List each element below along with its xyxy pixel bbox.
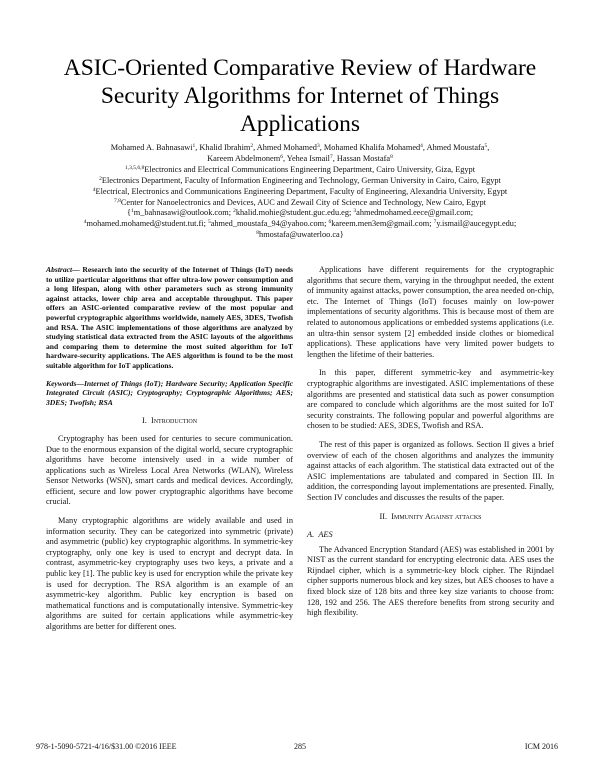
subsection-title: AES	[318, 530, 333, 540]
affiliation-sup: 1,3,5,6,8	[124, 164, 145, 171]
email-address[interactable]: ahmed_moustafa_94@yahoo.com;	[210, 219, 327, 229]
email-sup: 8	[256, 230, 260, 237]
author-sup: 6	[280, 153, 283, 160]
email-sup: 7	[433, 219, 437, 226]
email-address[interactable]: mohamed.mohamed@student.tut.fi;	[86, 219, 206, 229]
email-line	[24, 230, 576, 241]
author-block	[24, 143, 576, 241]
section-title: Introduction	[150, 416, 198, 426]
author-sup: 1	[192, 143, 196, 149]
paragraph: Applications have different requirements for the cryptographic algorithms that secure them, varying in the throughput needed, the extent of immunity against attacks, power consumption, the area needed on-chip, etc. The Internet of Things (IoT) focuses mainly on low-power implementations of security algorithms. This is because most of them are related to autonomous applications or embedded systems applications (i.e. an ultra-thin sensor system [2] embedded inside clothes or biomedical applications). These applications have very limited power budgets to lengthen the lifetime of their batteries.	[307, 265, 554, 359]
affiliation	[24, 165, 576, 176]
page-number: 285	[294, 742, 306, 751]
author-line: Kareem Abdelmonem$^6$, Yehea Ismail$^7$, Hassan Mostafa$^8$	[207, 153, 393, 163]
paragraph: The rest of this paper is organized as follows. Section II gives a brief overview of each of the chosen algorithms and analyzes the immunity against attacks of each algorithm. The statistical data extracted out of the ASIC implementations are tabulated and compared in Section III. In addition, the corresponding layout implementations are presented. Finally, Section IV concludes and discusses the results of the paper.	[307, 439, 554, 502]
email-line	[24, 208, 576, 219]
author-name: Khalid Ibrahim	[199, 143, 251, 152]
section-heading	[307, 512, 554, 523]
email-sup: 4	[83, 219, 87, 226]
affiliation-text: Center for Nanoelectronics and Devices, AUC and Zewail City of Science and Technology, New Cairo, Egypt	[120, 197, 486, 207]
author-name: Ahmed Mohamed	[256, 143, 317, 152]
keywords: Keywords—Internet of Things (IoT); Hardware Security; Application Specific Integrated Circuit (ASIC); Cryptography; Cryptographic Algorithms; AES; 3DES; Twofish; RSA	[46, 378, 293, 407]
email-brace: }	[339, 230, 344, 240]
author-name: Mohamed A. Bahnasawi	[110, 143, 193, 152]
affiliation	[24, 187, 576, 198]
title-line: Security Algorithms for Internet of Things	[100, 83, 500, 109]
author-name: Yehea Ismail	[286, 153, 330, 163]
section-numeral: II.	[379, 512, 388, 522]
email-address[interactable]: ahmedmohamed.eece@gmail.com;	[356, 208, 473, 218]
affiliation-text: Electronics and Electrical Communications Engineering Department, Cairo University, Giza, Egypt	[144, 164, 476, 174]
affiliation-text: Electrical, Electronics and Communications Engineering Department, Faculty of Engineering, Alexandria University, Egypt	[95, 186, 508, 196]
email-sup: 1	[130, 208, 134, 215]
footer-conference: ICM 2016	[524, 742, 558, 751]
abstract	[46, 265, 293, 371]
author-sup: 4	[420, 143, 423, 149]
author-name: Hassan Mostafa	[336, 153, 391, 163]
subsection-label: A.	[307, 530, 315, 540]
section-heading	[46, 416, 293, 427]
paragraph: In this paper, different symmetric-key and asymmetric-key cryptographic algorithms are investigated. ASIC implementations of these algorithms are presented and statistical data such as power consumption are compared to conclude which algorithms are the most suited for IoT security constraints. The following popular and powerful algorithms are chosen to be studied: AES, 3DES, Twofish and RSA.	[307, 368, 554, 431]
email-brace: {	[127, 208, 131, 218]
paragraph: Many cryptographic algorithms are widely available and used in information security. They can be categorized into symmetric (private) and asymmetric (public) key cryptographic algorithms. In symmetric-key cryptography, only one key is used to encrypt and decrypt data. In contrast, asymmetric-key cryptography uses two keys, a private and a public key [1]. The public key is used for encryption while the private key is used for decryption. The RSA algorithm is an example of an asymmetric-key algorithm. Public key encryption is based on mathematical functions and is computationally intensive. Symmetric-key algorithms are suited for certain applications while asymmetric-key algorithms are better for different ones.	[46, 516, 293, 631]
section-numeral: I.	[141, 416, 147, 426]
author-name: Kareem Abdelmonem	[207, 153, 281, 163]
email-address[interactable]: y.ismail@aucegypt.edu;	[436, 219, 517, 229]
affiliation-sup: 2	[99, 175, 102, 182]
author-sup: 5	[484, 143, 488, 149]
email-line	[24, 219, 576, 230]
author-sup: 2	[250, 143, 254, 149]
affiliation-sup: 7,8	[114, 197, 121, 204]
author-sup: 8	[390, 153, 393, 160]
title-line: ASIC-Oriented Comparative Review of Hardware	[63, 55, 537, 81]
email-sup: 3	[353, 208, 357, 215]
affiliation	[24, 198, 576, 209]
author-sup: 3	[316, 143, 320, 149]
footer-copyright: 978-1-5090-5721-4/16/$31.00 ©2016 IEEE	[36, 742, 177, 751]
email-sup: 5	[207, 219, 211, 226]
abstract-text: Research into the security of the Internet of Things (IoT) needs to utilize particular algorithms that offer ultra-low power consumption and a long lifespan, along with other parameters such as strong immunity against attacks, lower chip area and acceptable throughput. This paper offers an ASIC-oriented comparative review of the most popular and powerful cryptographic algorithms worldwide, namely AES, 3DES, Twofish and RSA. The ASIC implementations of those algorithms are analyzed by studying statistical data extracted from the ASIC layouts of the algorithms and comparing them to determine the most suited algorithm for IoT hardware-security applications. The AES algorithm is found to be the most suitable algorithm for IoT applications.	[46, 265, 293, 370]
section-title: Immunity Against attacks	[391, 512, 482, 522]
email-address[interactable]: khalid.mohie@student.guc.edu.eg;	[235, 208, 352, 218]
paper-title	[40, 54, 560, 138]
email-sup: 2	[233, 208, 236, 215]
author-name: Mohamed Khalifa Mohamed	[323, 143, 421, 152]
email-address[interactable]: m_bahnasawi@outlook.com;	[133, 208, 232, 218]
author-name: Ahmed Moustafa	[426, 143, 485, 152]
email-address[interactable]: kareem.men3em@gmail.com;	[331, 219, 432, 229]
subsection-heading	[307, 530, 554, 541]
email-address[interactable]: hmostafa@uwaterloo.ca	[259, 230, 340, 240]
affiliation-text: Electronics Department, Faculty of Information Engineering and Technology, German University in Cairo, Cairo, Egypt	[101, 175, 501, 185]
paragraph: Cryptography has been used for centuries to secure communication. Due to the enormous expansion of the digital world, secure cryptographic algorithms have become intensively used in a wide number of applications such as Wireless Local Area Networks (WLAN), Wireless Sensor Networks (WSN), smart cards and medical devices. Accordingly, efficient, secure and low power cryptographic algorithms have become crucial.	[46, 433, 293, 507]
affiliation-sup: 4	[92, 186, 96, 193]
paragraph: The Advanced Encryption Standard (AES) was established in 2001 by NIST as the current standard for encrypting electronic data. AES uses the Rijndael cipher, which is a symmetric-key block cipher. The Rijndael cipher supports numerous block and key sizes, but AES chooses to have a fixed block size of 128 bits and three key size variants to choose from: 128, 192 and 256. The AES therefore benefits from strong security and high flexibility.	[307, 544, 554, 618]
author-line: Mohamed A. Bahnasawi$^1$, Khalid Ibrahim$^2$, Ahmed Mohamed$^3$, Mohamed Khalifa Mohamed$^4$, Ahmed Moustafa$^5$,	[110, 143, 490, 152]
title-line: Applications	[239, 111, 361, 137]
right-column	[307, 265, 554, 619]
affiliation	[24, 176, 576, 187]
author-sup: 7	[329, 153, 333, 160]
left-column	[46, 265, 293, 633]
email-sup: 6	[328, 219, 332, 226]
abstract-lead: Abstract—	[46, 265, 80, 274]
